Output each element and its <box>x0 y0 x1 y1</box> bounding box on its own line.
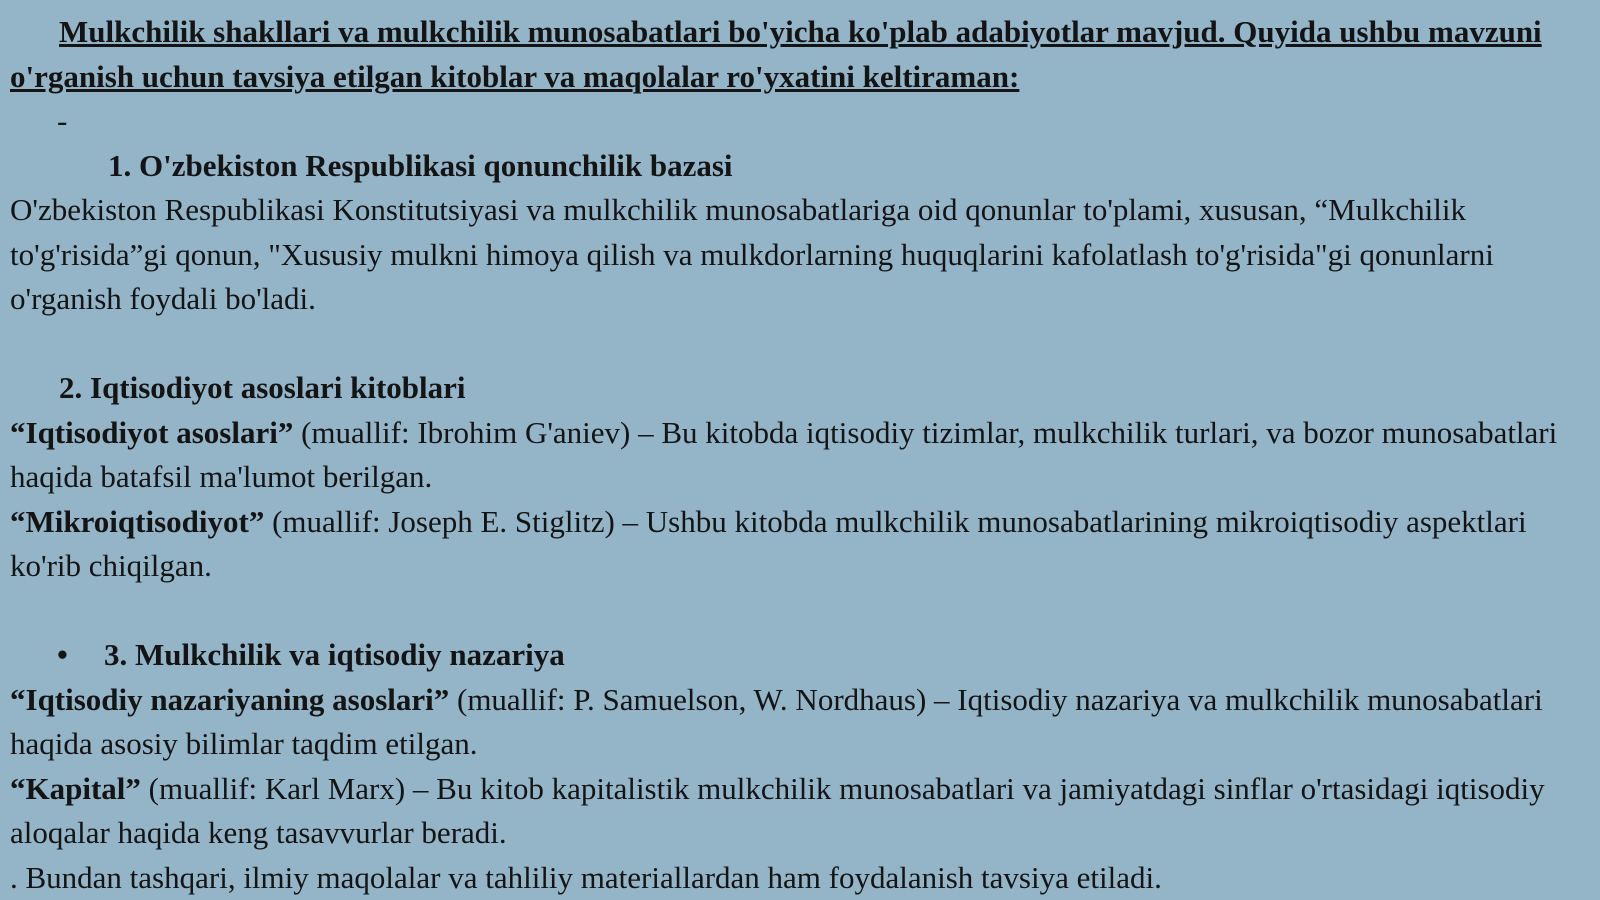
book-description: (muallif: Ibrohim G'aniev) – Bu kitobda iqtisodiy tizimlar, mulkchilik turlari, va bozor munosabatlari haqida batafsil ma'lumot berilgan. <box>10 414 1558 494</box>
dash-marker: - <box>57 103 68 138</box>
book-entry <box>10 767 1590 856</box>
section-3-heading <box>10 633 1590 678</box>
book-title: “Kapital” <box>10 770 141 806</box>
bullet-icon: • <box>57 637 68 672</box>
spacer <box>10 322 1590 367</box>
section-1-body: O'zbekiston Respublikasi Konstitutsiyasi va mulkchilik munosabatlariga oid qonunlar to'plami, xususan, “Mulkchilik to'g'risida”gi qonun, "Xususiy mulkni himoya qilish va mulkdorlarning huquqlarini kafolatlash to'g'risida"gi qonunlarni o'rganish foydali bo'ladi. <box>10 192 1494 316</box>
section-2-heading: 2. Iqtisodiyot asoslari kitoblari <box>59 370 466 405</box>
book-description: (muallif: P. Samuelson, W. Nordhaus) – Iqtisodiy nazariya va mulkchilik munosabatlari haqida asosiy bilimlar taqdim etilgan. <box>10 681 1543 761</box>
spacer <box>10 589 1590 634</box>
section-3-heading-text: 3. Mulkchilik va iqtisodiy nazariya <box>104 637 565 672</box>
book-title: “Iqtisodiyot asoslari” <box>10 414 294 450</box>
closing-paragraph: . Bundan tashqari, ilmiy maqolalar va tahliliy materiallardan ham foydalanish tavsiya etiladi. <box>10 859 1162 895</box>
book-entry <box>10 678 1590 767</box>
book-description: (muallif: Joseph E. Stiglitz) – Ushbu kitobda mulkchilik munosabatlarining mikroiqtisodiy aspektlari ko'rib chiqilgan. <box>10 503 1527 583</box>
book-description: (muallif: Karl Marx) – Bu kitob kapitalistik mulkchilik munosabatlari va jamiyatdagi sinflar o'rtasidagi iqtisodiy aloqalar haqida keng tasavvurlar beradi. <box>10 770 1545 850</box>
section-1-heading: 1. O'zbekiston Respublikasi qonunchilik bazasi <box>108 147 733 183</box>
book-entry <box>10 500 1590 589</box>
intro-paragraph: Mulkchilik shakllari va mulkchilik munosabatlari bo'yicha ko'plab adabiyotlar mavjud. Quyida ushbu mavzuni o'rganish uchun tavsiya etilgan kitoblar va maqolalar ro'yxatini keltiraman: <box>10 14 1542 94</box>
book-title: “Iqtisodiy nazariyaning asoslari” <box>10 681 450 717</box>
book-title: “Mikroiqtisodiyot” <box>10 503 265 539</box>
book-entry <box>10 411 1590 500</box>
